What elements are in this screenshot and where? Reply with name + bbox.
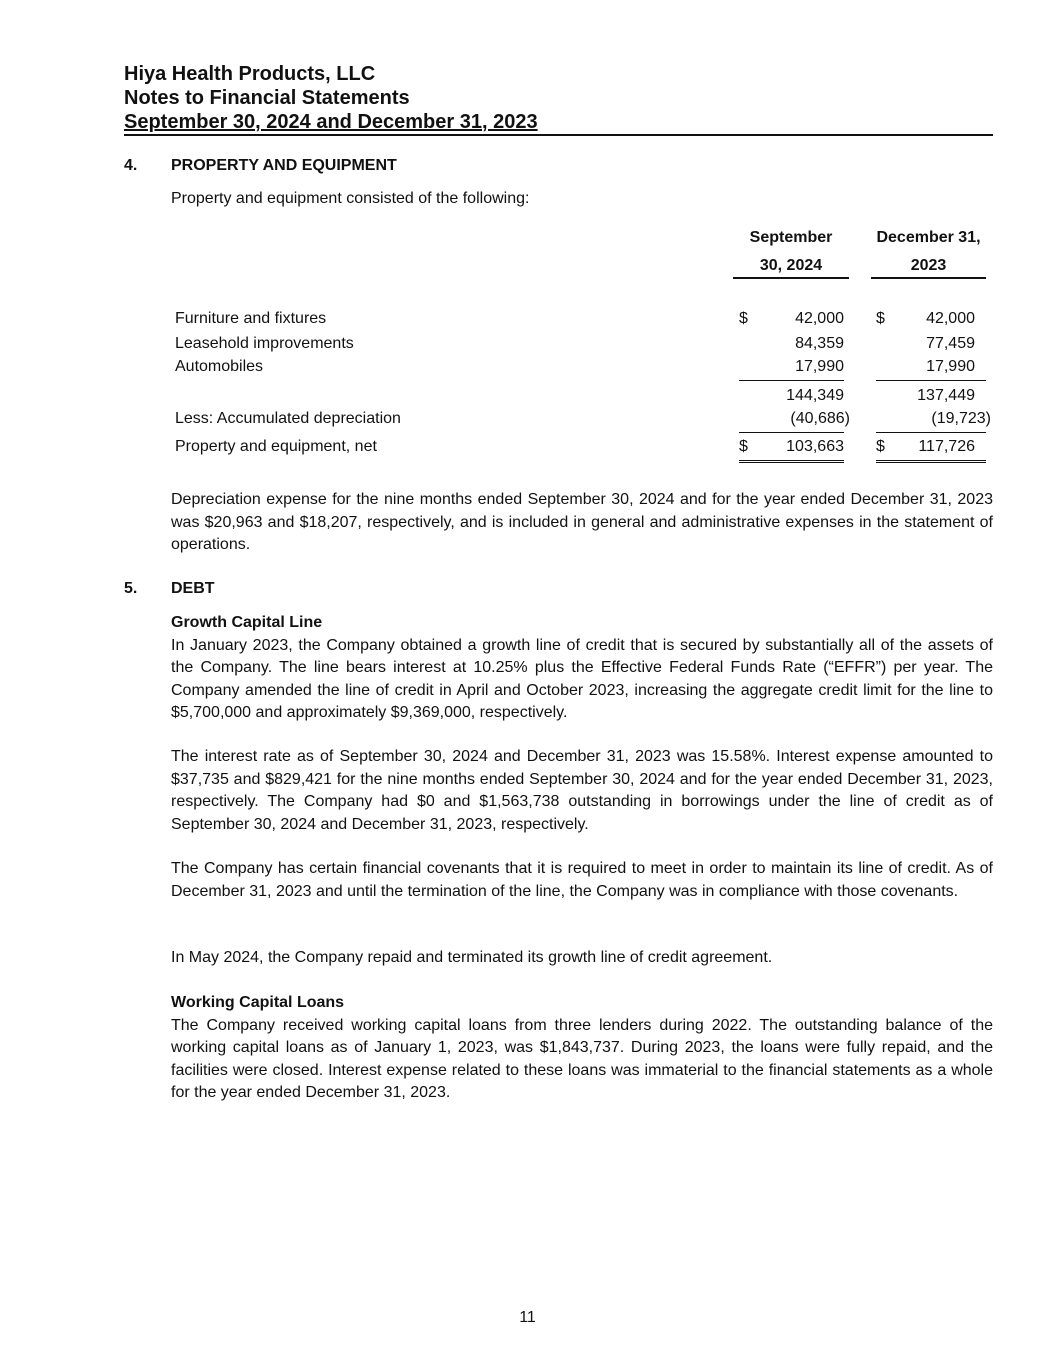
growth-paragraph-2: The interest rate as of September 30, 2024 and December 31, 2023 was 15.58%. Interest expense amounted to $37,735 and $829,421 for the nine months ended September 30, 2024 and for the year ended December 31, 2023, respectively. The Company had $0 and $1,563,738 outstanding in borrowings under the line of credit as of September 30, 2024 and December 31, 2023, respectively. [171,748,993,833]
column-header-sep-2024: September 30, 2024 [733,229,849,279]
table-row: Furniture and fixtures $ 42,000 $ 42,000 [175,310,975,327]
growth-paragraph-3: The Company has certain financial covenants that it is required to meet in order to maintain its line of credit. As of December 31, 2023 and until the termination of the line, the Company was in compliance with those covenants. [171,860,993,900]
column-header-dec-2023: December 31, 2023 [871,229,986,279]
depreciation-paragraph: Depreciation expense for the nine months ended September 30, 2024 and for the year ended December 31, 2023 was $20,963 and $18,207, respectively, and is included in general and administrative expenses in the statement of operations. [171,491,993,553]
document-title: Notes to Financial Statements [124,87,410,109]
section-4-intro: Property and equipment consisted of the following: [171,190,530,207]
company-name: Hiya Health Products, LLC [124,63,376,85]
section-4-heading: 4. PROPERTY AND EQUIPMENT [124,157,397,174]
table-row-total: Property and equipment, net $ 103,663 $ 117,726 [175,438,990,460]
growth-capital-line-block [171,612,993,725]
working-capital-paragraph: The Company received working capital loans from three lenders during 2022. The outstanding balance of the working capital loans as of January 1, 2023, was $1,843,737. During 2023, the loans were fully repaid, and the facilities were closed. Interest expense related to these loans was immaterial to the financial statements as a whole for the year ended December 31, 2023. [171,1016,993,1101]
growth-paragraph-4: In May 2024, the Company repaid and terminated its growth line of credit agreement. [171,949,773,966]
working-capital-loans-block [171,992,993,1105]
growth-paragraph-1: In January 2023, the Company obtained a growth line of credit that is secured by substantially all of the assets of the Company. The line bears interest at 10.25% plus the Effective Federal Funds Rate (“EFFR”) per year. The Company amended the line of credit in April and October 2023, increasing the aggregate credit limit for the line to $5,700,000 and approximately $9,369,000, respectively. [171,636,993,721]
page-number: 11 [519,1309,536,1326]
table-row: Less: Accumulated depreciation (40,686) (19,723) [175,410,990,432]
working-capital-loans-heading: Working Capital Loans [171,994,345,1011]
growth-capital-line-heading: Growth Capital Line [171,614,323,631]
section-5-heading: 5. DEBT [124,580,215,597]
page-header [124,62,993,136]
report-period: September 30, 2024 and December 31, 2023 [124,110,993,136]
table-row-subtotal: 144,349 137,449 [786,387,975,404]
table-row: Automobiles 17,990 17,990 [175,358,990,380]
table-row: Leasehold improvements 84,359 77,459 [175,335,975,352]
